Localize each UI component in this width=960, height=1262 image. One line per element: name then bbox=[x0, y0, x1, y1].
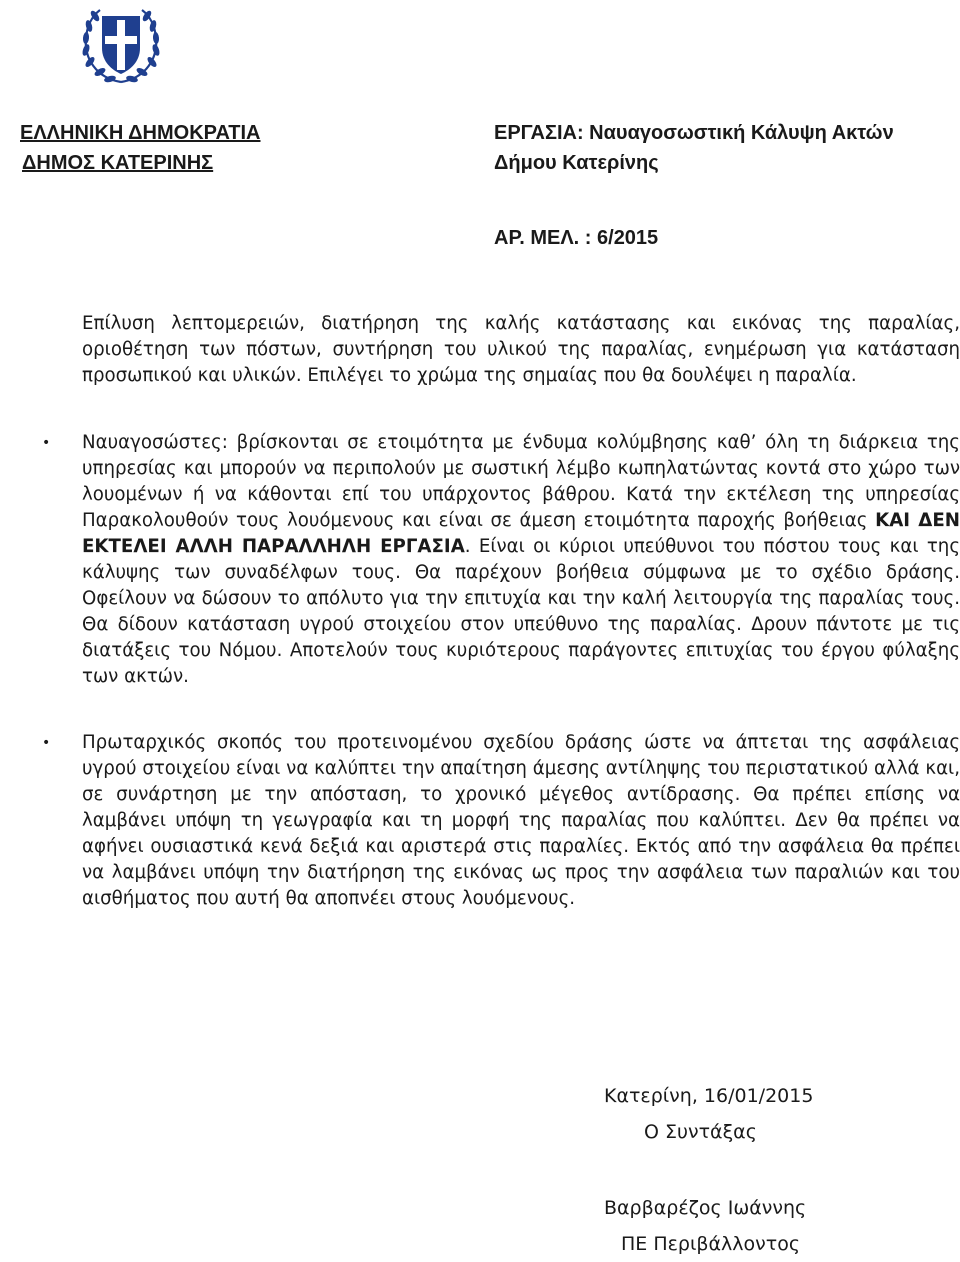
intro-paragraph bbox=[82, 311, 960, 389]
signatory-title: ΠΕ Περιβάλλοντος bbox=[621, 1233, 800, 1255]
bullet-icon: • bbox=[42, 435, 51, 451]
bullet-item-lifeguards bbox=[42, 430, 960, 690]
signatory-role: Ο Συντάξας bbox=[644, 1121, 757, 1143]
study-number: ΑΡ. ΜΕΛ. : 6/2015 bbox=[494, 227, 659, 249]
intro-text: Επίλυση λεπτομερειών, διατήρηση της καλής κατάστασης και εικόνας της παραλίας, οριοθέτηση των πόστων, συντήρηση του υλικού της παραλίας, ενημέρωση για κατάσταση προσωπικού και υλικών. Επιλέγει το χρώμα της σημαίας που θα δουλέψει η παραλία. bbox=[82, 313, 960, 386]
work-title-line1: ΕΡΓΑΣΙΑ: Ναυαγοσωστική Κάλυψη Ακτών bbox=[494, 122, 894, 144]
work-block bbox=[494, 118, 894, 253]
issuer-country: ΕΛΛΗΝΙΚΗ ΔΗΜΟΚΡΑΤΙΑ bbox=[20, 122, 261, 144]
coat-of-arms-icon bbox=[78, 2, 164, 88]
signatory-name: Βαρβαρέζος Ιωάννης bbox=[604, 1197, 807, 1219]
work-title-line2: Δήμου Κατερίνης bbox=[494, 152, 659, 174]
issuer-block bbox=[20, 118, 261, 178]
place-date: Κατερίνη, 16/01/2015 bbox=[604, 1085, 814, 1107]
bullet-text-part1: Ναυαγοσώστες: βρίσκονται σε ετοιμότητα με ένδυμα κολύμβησης καθ’ όλη τη διάρκεια της υπηρεσίας και μπορούν να περιπολούν με σωστική λέμβο κωπηλατώντας κοντά στο χώρο των λουομένων ή να κάθονται επί του υπάρχοντος βάθρου. Κατά την εκτέλεση της υπηρεσίας Παρακολουθούν τους λουόμενους και είναι σε άμεση ετοιμότητα παροχής βοήθειας bbox=[82, 432, 960, 531]
bullet-text bbox=[82, 430, 960, 690]
signature-block bbox=[604, 1078, 813, 1262]
bullet-icon: • bbox=[42, 735, 51, 751]
bullet-item-objective bbox=[42, 730, 960, 912]
bullet-text: Πρωταρχικός σκοπός του προτεινομένου σχεδίου δράσης ώστε να άπτεται της ασφάλειας υγρού στοιχείου είναι να καλύπτει την απαίτηση άμεσης αντίληψης του περιστατικού αλλά και, σε συνάρτηση με την απόσταση, το χρονικό μέγεθος αντίδρασης. Θα πρέπει επίσης να λαμβάνει υπόψη τη γεωγραφία και τη μορφή της παραλίας που καλύπτει. Δεν θα πρέπει να αφήνει ουσιαστικά κενά δεξιά και αριστερά στις παραλίες. Εκτός από την ασφάλεια θα πρέπει να λαμβάνει υπόψη την διατήρηση της εικόνας ως προς την ασφάλεια των παραλιών και του αισθήματος που αυτή θα αποπνέει στους λουόμενους. bbox=[82, 732, 960, 909]
bullet-text-emphasis: ΚΑΙ ΔΕΝ ΕΚΤΕΛΕΙ ΑΛΛΗ ΠΑΡΑΛΛΗΛΗ ΕΡΓΑΣΙΑ bbox=[82, 510, 960, 557]
issuer-municipality: ΔΗΜΟΣ ΚΑΤΕΡΙΝΗΣ bbox=[22, 152, 214, 174]
bullet-text-part2: . Είναι οι κύριοι υπεύθυνοι του πόστου τους και της κάλυψης των συναδέλφων τους. Θα παρέχουν βοήθεια σύμφωνα με το σχέδιο δράσης. Οφείλουν να δώσουν το απόλυτο για την επιτυχία και την καλή λειτουργία της παραλίας τους. Θα δίδουν κατάσταση υγρού στοιχείου στον υπεύθυνο της παραλίας. Δρουν πάντοτε με τις διατάξεις του Νόμου. Αποτελούν τους κυριότερους παράγοντες επιτυχίας του έργου φύλαξης των ακτών. bbox=[82, 536, 960, 687]
